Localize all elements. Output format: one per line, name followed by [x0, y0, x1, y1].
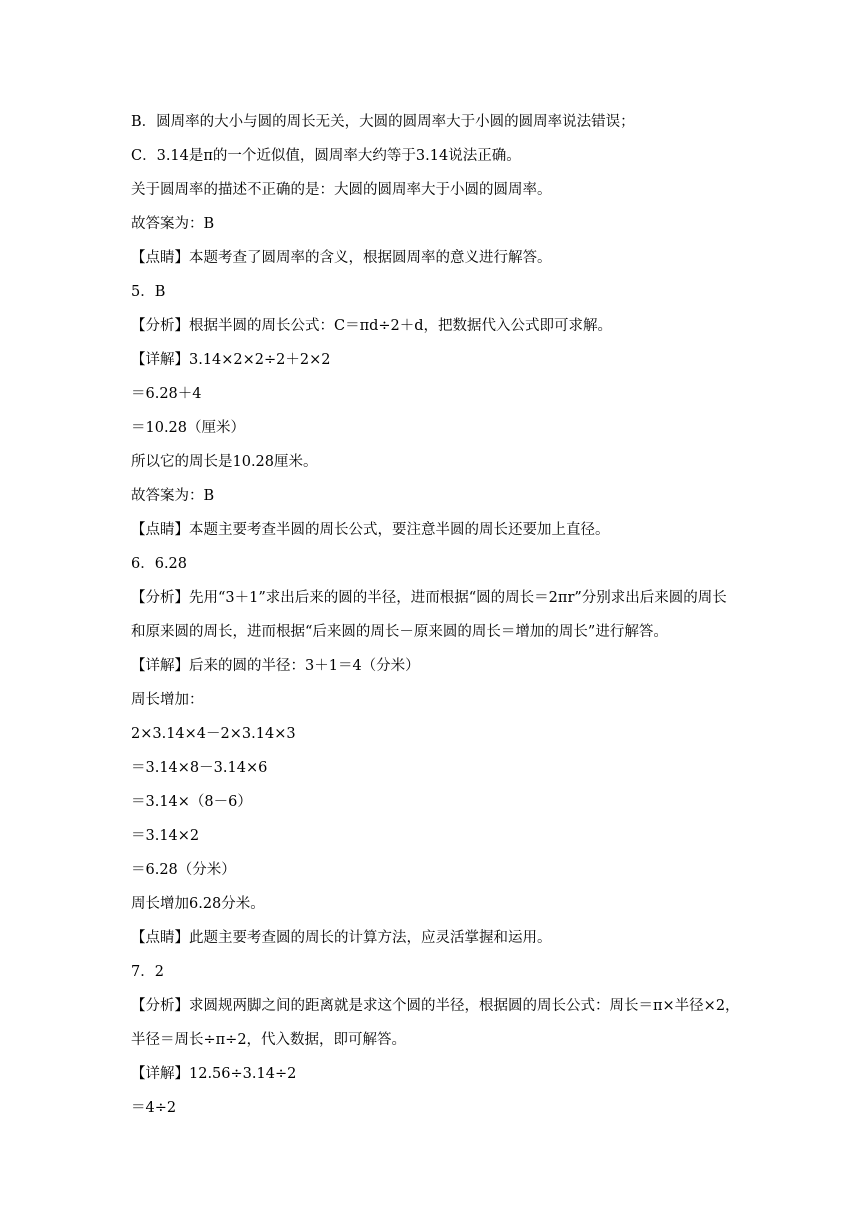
comment-line: 【点睛】此题主要考查圆的周长的计算方法，应灵活掌握和运用。 — [131, 930, 552, 946]
calc-line: ＝3.14×8－3.14×6 — [131, 760, 268, 776]
calc-line: ＝4÷2 — [131, 1100, 177, 1116]
question-number: 5．B — [131, 284, 166, 300]
detail-line: 【详解】3.14×2×2÷2＋2×2 — [131, 352, 331, 368]
question-number: 7．2 — [131, 964, 164, 980]
analysis-line: 【分析】先用“3＋1”求出后来的圆的半径，进而根据“圆的周长＝2πr”分别求出后来圆的周长和原来圆的周长，进而根据“后来圆的周长－原来圆的周长＝增加的周长”进行解答。 — [131, 590, 727, 640]
calc-line: ＝6.28＋4 — [131, 386, 202, 402]
answer-line: 故答案为：B — [131, 488, 215, 504]
text-line: B．圆周率的大小与圆的周长无关，大圆的圆周率大于小圆的圆周率说法错误； — [131, 114, 635, 130]
text-line: 所以它的周长是10.28厘米。 — [131, 454, 318, 470]
answer-line: 故答案为：B — [131, 216, 215, 232]
comment-line: 【点睛】本题考查了圆周率的含义，根据圆周率的意义进行解答。 — [131, 250, 552, 266]
analysis-line: 【分析】求圆规两脚之间的距离就是求这个圆的半径，根据圆的周长公式：周长＝π×半径×2，半径＝周长÷π÷2，代入数据，即可解答。 — [131, 998, 740, 1048]
analysis-line: 【分析】根据半圆的周长公式：C＝πd÷2＋d，把数据代入公式即可求解。 — [131, 318, 613, 334]
text-line: 周长增加： — [131, 692, 204, 708]
comment-line: 【点睛】本题主要考查半圆的周长公式，要注意半圆的周长还要加上直径。 — [131, 522, 610, 538]
text-line: C．3.14是π的一个近似值，圆周率大约等于3.14说法正确。 — [131, 148, 521, 164]
calc-line: ＝10.28（厘米） — [131, 420, 246, 436]
question-number: 6．6.28 — [131, 556, 188, 572]
calc-line: ＝6.28（分米） — [131, 862, 236, 878]
calc-line: ＝3.14×2 — [131, 828, 200, 844]
text-line: 关于圆周率的描述不正确的是：大圆的圆周率大于小圆的圆周率。 — [131, 182, 552, 198]
detail-line: 【详解】后来的圆的半径：3＋1＝4（分米） — [131, 658, 420, 674]
text-line: 周长增加6.28分米。 — [131, 896, 265, 912]
calc-line: ＝3.14×（8－6） — [131, 794, 252, 810]
detail-line: 【详解】12.56÷3.14÷2 — [131, 1066, 297, 1082]
calc-line: 2×3.14×4－2×3.14×3 — [131, 726, 296, 742]
